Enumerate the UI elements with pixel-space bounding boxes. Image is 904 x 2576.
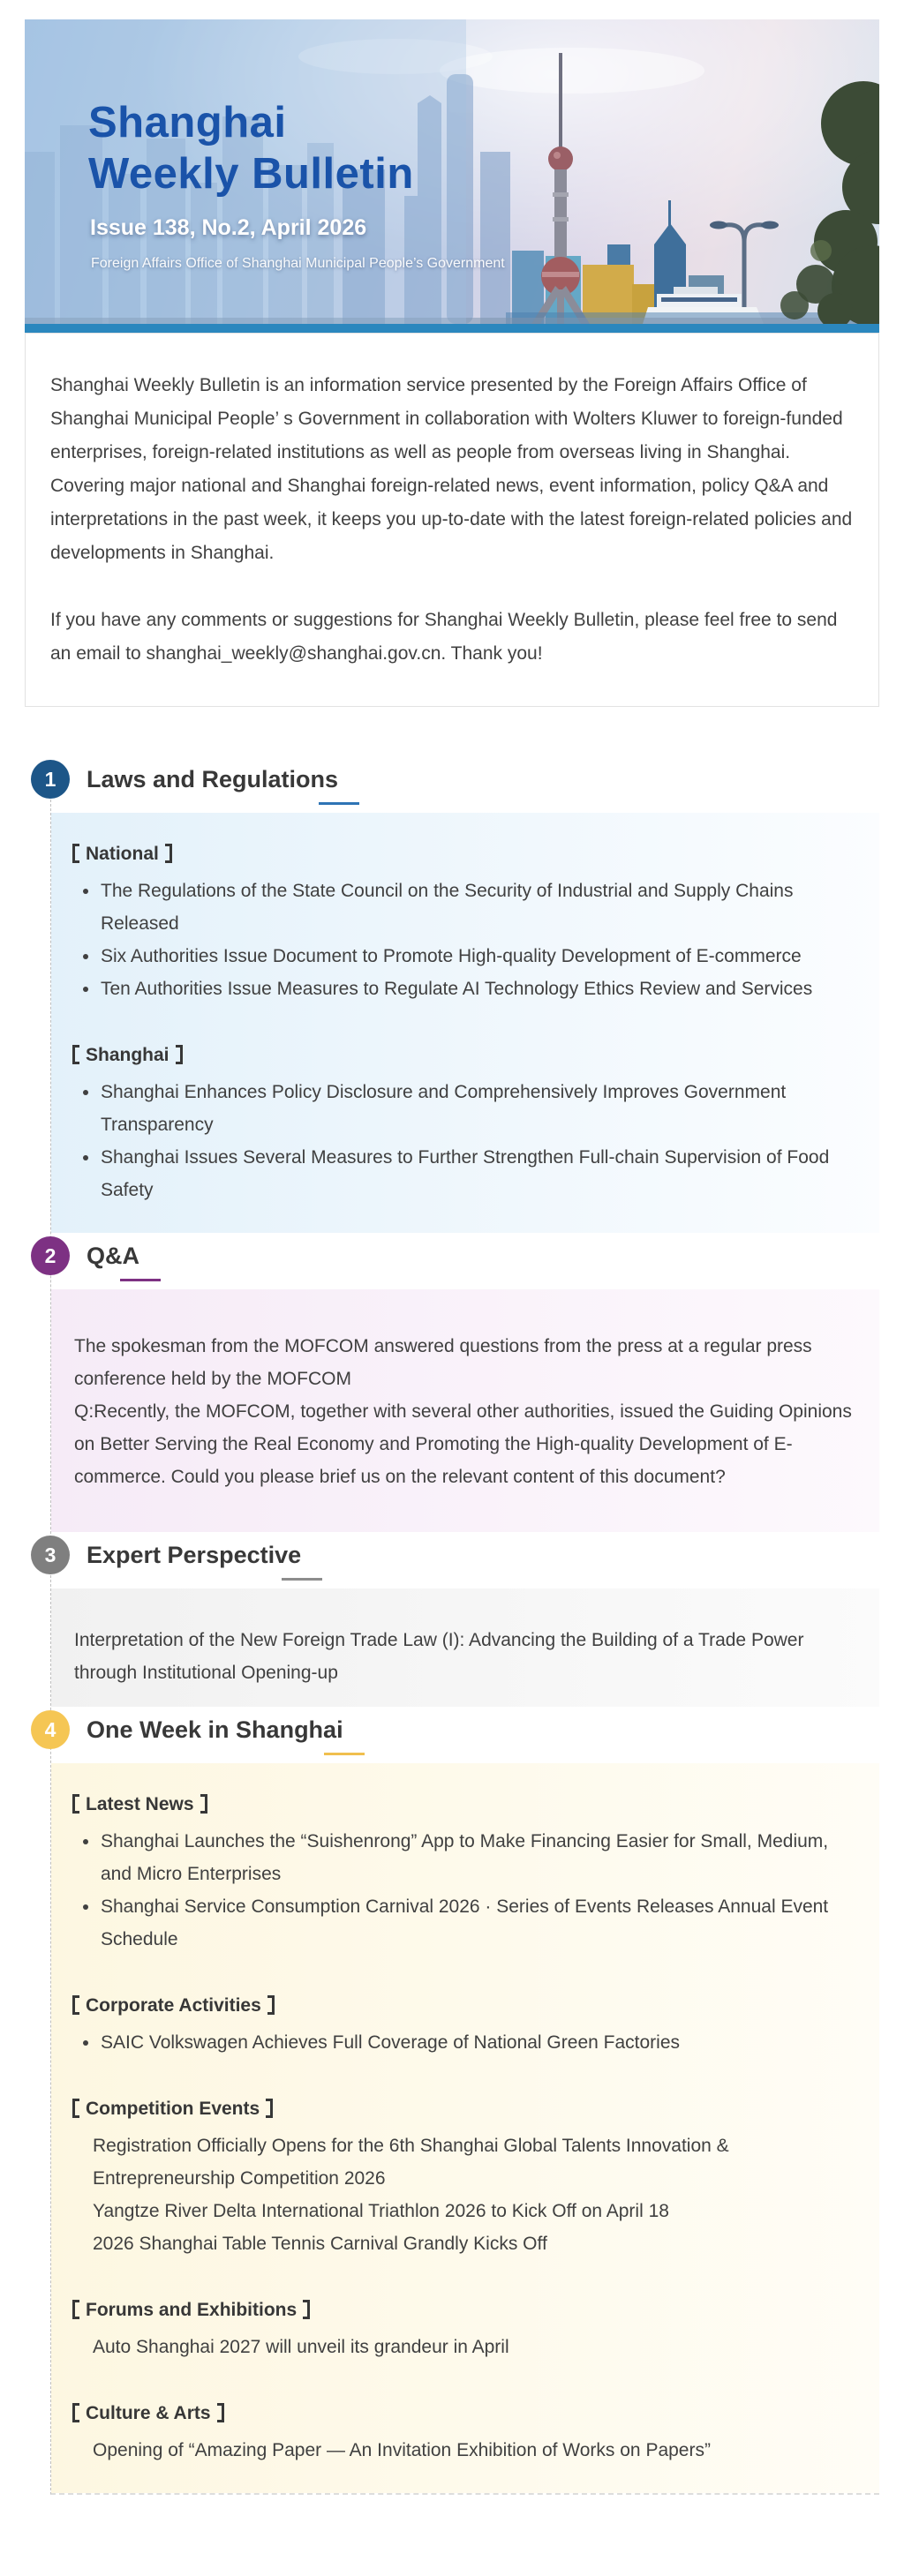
group-shanghai <box>72 1039 858 1206</box>
section-laws-and-regulations <box>44 760 879 1233</box>
header-banner <box>25 19 879 324</box>
intro-card <box>25 333 879 707</box>
sections-timeline <box>44 760 879 2495</box>
lenticular-bracket-open-icon <box>72 844 79 863</box>
bullet-list <box>72 2026 858 2059</box>
expert-paragraph: Interpretation of the New Foreign Trade Law (I): Advancing the Building of a Trade Power through Institutional Opening-up <box>74 1630 804 1683</box>
group-label: Culture & Arts <box>72 2397 858 2430</box>
group-label: Shanghai <box>72 1039 858 1071</box>
list-item: • Shanghai Enhances Policy Disclosure and Comprehensively Improves Government Transparency <box>100 1076 858 1141</box>
lenticular-bracket-open-icon <box>72 2300 79 2319</box>
page-title <box>88 97 414 199</box>
group-forums-and-exhibitions <box>72 2294 858 2363</box>
section-qa <box>44 1236 879 1532</box>
list-item: • Shanghai Issues Several Measures to Further Strengthen Full-chain Supervision of Food Safety <box>100 1141 858 1206</box>
trees-silhouette <box>780 81 879 324</box>
lenticular-bracket-close-icon <box>267 1995 275 2015</box>
list-item: • SAIC Volkswagen Achieves Full Coverage of National Green Factories <box>100 2026 858 2059</box>
list-item: • The Regulations of the State Council on the Security of Industrial and Supply Chains Released <box>100 875 858 940</box>
list-item: • Shanghai Service Consumption Carnival 2026 · Series of Events Releases Annual Event Schedule <box>100 1890 858 1956</box>
office-line: Foreign Affairs Office of Shanghai Municipal People’s Government <box>91 256 505 271</box>
lenticular-bracket-open-icon <box>72 1045 79 1064</box>
section-number-badge: 2 <box>31 1236 70 1275</box>
section-title: Expert Perspective <box>87 1541 302 1568</box>
qa-question: Q:Recently, the MOFCOM, together with several other authorities, issued the Guiding Opinions on Better Serving the Real Economy and Promoting the High-quality Development of E-commerce. Could you please brief us on the relevant content of this document? <box>74 1401 852 1487</box>
intro-paragraph-1: Shanghai Weekly Bulletin is an information service presented by the Foreign Affairs Office of Shanghai Municipal People’ s Government in collaboration with Wolters Kluwer to foreign-funded enterprises, foreign-related institutions as well as people from overseas living in Shanghai. Covering major national and Shanghai foreign-related news, event information, policy Q&A and interpretations in the past week, it keeps you up-to-date with the latest foreign-related policies and developments in Shanghai. <box>50 375 853 563</box>
list-item: • Ten Authorities Issue Measures to Regulate AI Technology Ethics Review and Services <box>100 973 858 1005</box>
qa-paragraph: The spokesman from the MOFCOM answered questions from the press at a regular press conference held by the MOFCOM <box>74 1336 812 1389</box>
lenticular-bracket-open-icon <box>72 2403 79 2422</box>
bullet-list <box>72 1825 858 1956</box>
issue-line: Issue 138, No.2, April 2026 <box>90 215 367 240</box>
section-number-badge: 1 <box>31 760 70 799</box>
lenticular-bracket-open-icon <box>72 1995 79 2015</box>
group-culture-and-arts <box>72 2397 858 2467</box>
section-header <box>31 1710 879 1749</box>
lenticular-bracket-close-icon <box>303 2300 310 2319</box>
section-title: Laws and Regulations <box>87 765 339 792</box>
group-label: National <box>72 837 858 870</box>
section-box <box>51 813 879 1233</box>
list-item: • Shanghai Launches the “Suishenrong” App to Make Financing Easier for Small, Medium, and Micro Enterprises <box>100 1825 858 1890</box>
list-item: 2026 Shanghai Table Tennis Carnival Grandly Kicks Off <box>93 2234 547 2254</box>
lenticular-bracket-close-icon <box>217 2403 224 2422</box>
page-title-line1: Shanghai <box>88 99 287 146</box>
lenticular-bracket-close-icon <box>165 844 172 863</box>
group-label: Forums and Exhibitions <box>72 2294 858 2326</box>
group-latest-news <box>72 1788 858 1956</box>
bullet-list <box>72 875 858 1005</box>
group-national <box>72 837 858 1005</box>
lenticular-bracket-open-icon <box>72 1794 79 1814</box>
list-item: Yangtze River Delta International Triathlon 2026 to Kick Off on April 18 <box>93 2201 669 2221</box>
section-number-badge: 4 <box>31 1710 70 1749</box>
section-header <box>31 1236 879 1275</box>
list-item: Auto Shanghai 2027 will unveil its grandeur in April <box>93 2337 509 2357</box>
intro-paragraph-2: If you have any comments or suggestions for Shanghai Weekly Bulletin, please feel free to send an email to shanghai_weekly@shanghai.gov.cn. Thank you! <box>50 610 838 664</box>
bullet-list <box>72 1076 858 1206</box>
group-label: Competition Events <box>72 2092 858 2125</box>
lenticular-bracket-close-icon <box>176 1045 183 1064</box>
page-title-line2: Weekly Bulletin <box>88 150 414 198</box>
lenticular-bracket-open-icon <box>72 2099 79 2118</box>
section-one-week-in-shanghai <box>44 1710 879 2493</box>
section-header <box>31 760 879 799</box>
group-label: Corporate Activities <box>72 1989 858 2022</box>
group-corporate-activities <box>72 1989 858 2059</box>
list-item: Registration Officially Opens for the 6th Shanghai Global Talents Innovation & Entrepreneurship Competition 2026 <box>93 2136 729 2189</box>
section-title: One Week in Shanghai <box>87 1716 343 1743</box>
group-competition-events <box>72 2092 858 2260</box>
lenticular-bracket-close-icon <box>266 2099 273 2118</box>
section-expert-perspective <box>44 1536 879 1707</box>
list-item: Opening of “Amazing Paper — An Invitation Exhibition of Works on Papers” <box>93 2440 711 2460</box>
section-title: Q&A <box>87 1242 139 1269</box>
group-label: Latest News <box>72 1788 858 1821</box>
header-divider-bar <box>25 324 879 333</box>
section-header <box>31 1536 879 1574</box>
section-box <box>51 1289 879 1532</box>
section-box <box>51 1588 879 1707</box>
section-box <box>51 1763 879 2493</box>
lenticular-bracket-close-icon <box>200 1794 207 1814</box>
section-number-badge: 3 <box>31 1536 70 1574</box>
list-item: • Six Authorities Issue Document to Promote High-quality Development of E-commerce <box>100 940 858 973</box>
